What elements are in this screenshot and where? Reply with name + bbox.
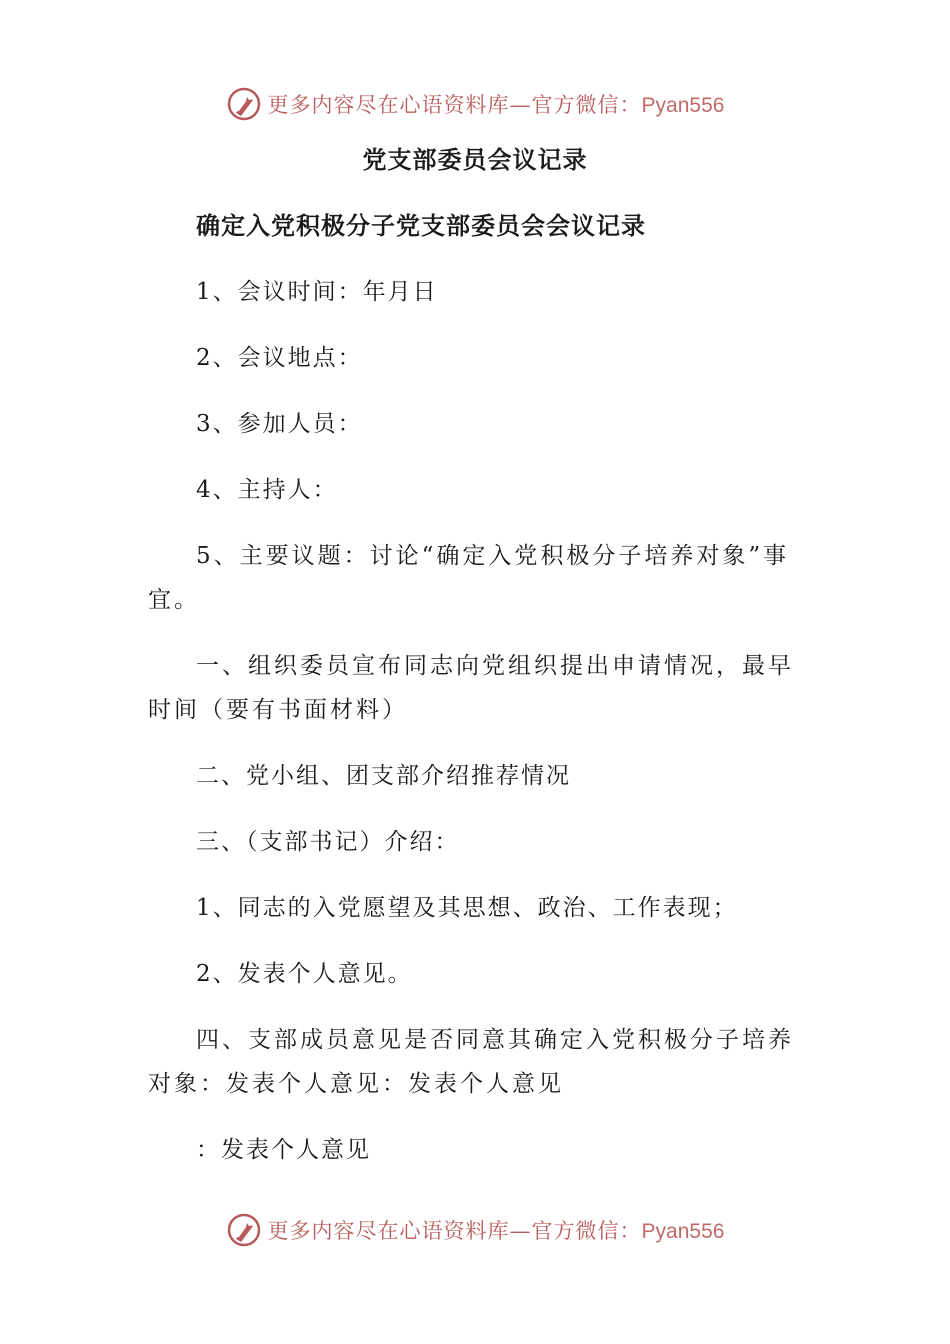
section-three-line: 三、（支部书记）介绍： [196,829,460,855]
section-four-paragraph: 四、支部成员意见是否同意其确定入党积极分子培养对象：发表个人意见：发表个人意见 [148,1027,794,1097]
pen-nib-logo-icon [226,86,262,122]
document-title: 党支部委员会议记录 [362,145,588,174]
main-topic-paragraph: 5、主要议题：讨论“确定入党积极分子培养对象”事宜。 [148,543,790,613]
meeting-location-line: 2、会议地点： [196,345,363,371]
item-two-line: 2、发表个人意见。 [196,961,413,987]
host-line: 4、主持人： [196,477,338,503]
item-one-line: 1、同志的入党愿望及其思想、政治、工作表现； [196,895,738,921]
meeting-time-line: 1、会议时间：年月日 [196,279,438,305]
opinion-line: ：发表个人意见 [196,1137,371,1163]
wechat-id: Pyan556 [641,1220,725,1243]
wechat-id: Pyan556 [641,94,725,117]
pen-nib-logo-icon [226,1212,262,1248]
watermark-text: 更多内容尽在心语资料库—官方微信：Pyan556 [267,1219,725,1243]
watermark-text: 更多内容尽在心语资料库—官方微信：Pyan556 [267,93,725,117]
attendees-line: 3、参加人员： [196,411,363,437]
footer-watermark [0,1208,950,1252]
header-watermark [0,82,950,126]
section-one-paragraph: 一、组织委员宣布同志向党组织提出申请情况，最早时间（要有书面材料） [148,653,794,723]
document-subtitle: 确定入党积极分子党支部委员会会议记录 [196,211,646,240]
section-two-line: 二、党小组、团支部介绍推荐情况 [196,763,571,789]
